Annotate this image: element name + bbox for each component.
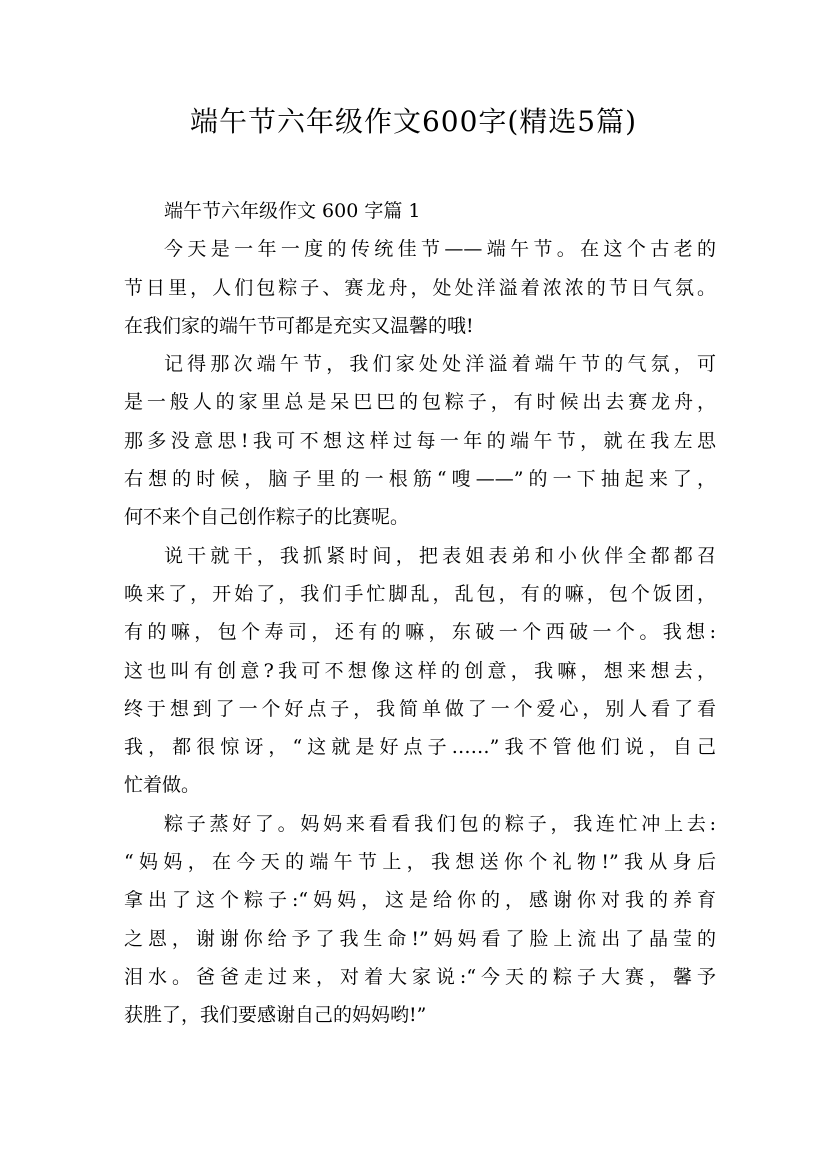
paragraph-line: 唤来了，开始了，我们手忙脚乱，乱包，有的嘛，包个饭团，: [124, 582, 716, 605]
paragraph-first-line: 端午节六年级作文 600 字篇 1: [164, 200, 421, 222]
paragraph-first-line: 今天是一年一度的传统佳节——端午节。在这个古老的: [164, 238, 716, 261]
paragraph-line: “妈妈，在今天的端午节上，我想送你个礼物!”我从身后: [124, 851, 716, 874]
paragraph-line: 这也叫有创意?我可不想像这样的创意，我嘛，想来想去，: [124, 659, 716, 682]
paragraph-line: 右想的时候，脑子里的一根筋“嗖——”的一下抽起来了，: [124, 468, 716, 491]
paragraph-line: 节日里，人们包粽子、赛龙舟，处处洋溢着浓浓的节日气氛。: [124, 276, 716, 299]
paragraph-line: 泪水。爸爸走过来，对着大家说:“今天的粽子大赛，馨予: [124, 965, 716, 988]
paragraph-line: 终于想到了一个好点子，我简单做了一个爱心，别人看了看: [124, 697, 716, 720]
paragraph-first-line: 说干就干，我抓紧时间，把表姐表弟和小伙伴全都都召: [164, 544, 716, 567]
document-title: 端午节六年级作文600字(精选5篇): [189, 105, 638, 138]
paragraph-line: 我，都很惊讶，“这就是好点子……”我不管他们说，自己: [124, 736, 716, 759]
paragraph-line: 何不来个自己创作粽子的比赛呢。: [124, 506, 410, 529]
paragraph-line: 拿出了这个粽子:“妈妈，这是给你的，感谢你对我的养育: [124, 889, 716, 912]
document-body: [124, 192, 716, 1035]
paragraph-first-line: 粽子蒸好了。妈妈来看看我们包的粽子，我连忙冲上去:: [164, 812, 716, 835]
paragraph-line: 忙着做。: [124, 774, 201, 797]
paragraph-first-line: 记得那次端午节，我们家处处洋溢着端午节的气氛，可: [164, 353, 716, 376]
paragraph-line: 在我们家的端午节可都是充实又温馨的哦!: [124, 314, 474, 337]
paragraph-line: 之恩，谢谢你给予了我生命!”妈妈看了脸上流出了晶莹的: [124, 927, 716, 950]
paragraph-line: 有的嘛，包个寿司，还有的嘛，东破一个西破一个。我想:: [124, 621, 716, 644]
paragraph-line: 那多没意思!我可不想这样过每一年的端午节，就在我左思: [124, 429, 716, 452]
paragraph-line: 获胜了，我们要感谢自己的妈妈哟!”: [124, 1004, 427, 1027]
paragraph-line: 是一般人的家里总是呆巴巴的包粽子，有时候出去赛龙舟，: [124, 391, 716, 414]
